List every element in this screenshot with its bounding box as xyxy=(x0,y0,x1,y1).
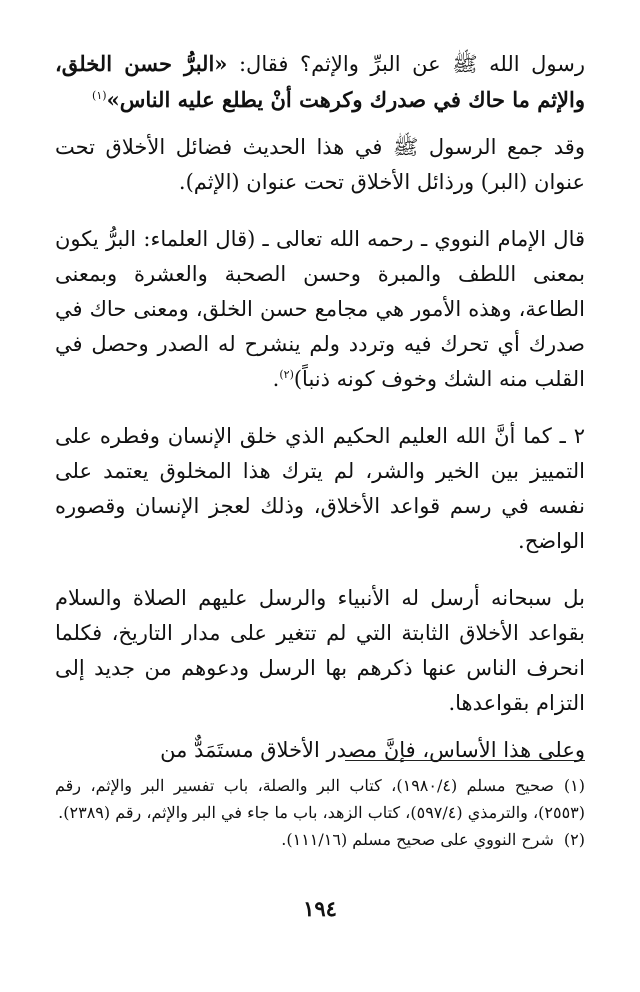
main-text xyxy=(55,46,585,790)
footnotes xyxy=(55,772,585,853)
paragraph-nawawi-text: قال الإمام النووي ـ رحمه الله تعالى ـ (قال العلماء: البرُّ يكون بمعنى اللطف والمبرة وحسن الصحبة والعشرة وبمعنى الطاعة، وهذه الأمور هي مجامع حسن الخلق، ومعنى حاك في صدرك أي تحرك فيه وتردد ولم ينشرح له الصدر وحصل في القلب منه الشك وخوف كونه ذنباً) xyxy=(55,227,585,391)
footnote-separator xyxy=(345,760,585,761)
paragraph-point-2: ٢ ـ كما أنَّ الله العليم الحكيم الذي خلق الإنسان وفطره على التمييز بين الخير والشر، لم يترك هذا المخلوق يعتمد على نفسه في رسم قواعد الأخلاق، وذلك لعجز الإنسان وقصوره الواضح. xyxy=(55,424,585,553)
paragraph-nawawi-end: . xyxy=(272,367,280,391)
footnote-ref-1: (١) xyxy=(92,89,107,102)
footnote-2 xyxy=(55,826,585,853)
paragraph-prophets: بل سبحانه أرسل له الأنبياء والرسل عليهم الصلاة والسلام بقواعد الأخلاق الثابتة التي لم تتغير على مدار التاريخ، فكلما انحرف الناس عنها ذكرهم بها الرسل ودعوهم من جديد إلى التزام بقواعدها. xyxy=(55,586,585,715)
paragraph-summary: وقد جمع الرسول ﷺ في هذا الحديث فضائل الأخلاق تحت عنوان (البر) ورذائل الأخلاق تحت عنوان (الإثم). xyxy=(55,135,585,194)
paragraph-source: وعلى هذا الأساس، فإنَّ مصدر الأخلاق مستَمَدٌّ من xyxy=(160,738,585,762)
page-number: ١٩٤ xyxy=(303,896,337,921)
footnote-2-text: شرح النووي على صحيح مسلم (١١١/١٦). xyxy=(281,830,554,849)
hadith-quote: «البرُّ حسن الخلق، والإثم ما حاك في صدرك وكرهت أنْ يطلع عليه الناس» xyxy=(55,51,585,112)
footnote-1-number: (١) xyxy=(563,776,586,795)
paragraph-nawawi xyxy=(55,222,585,397)
footnote-ref-2: (٢) xyxy=(279,368,294,381)
paragraph-hadith-intro: رسول الله ﷺ عن البرِّ والإثم؟ فقال: xyxy=(227,52,585,76)
paragraph-hadith xyxy=(55,46,585,118)
footnote-1-text: صحيح مسلم (١٩٨٠/٤)، كتاب البر والصلة، باب تفسير البر والإثم، رقم (٢٥٥٣)، والترمذي (٥٩٧/٤)، كتاب الزهد، باب ما جاء في البر والإثم، رقم (٢٣٨٩). xyxy=(55,776,585,822)
footnote-2-number: (٢) xyxy=(563,830,585,849)
footnote-1 xyxy=(55,772,585,826)
